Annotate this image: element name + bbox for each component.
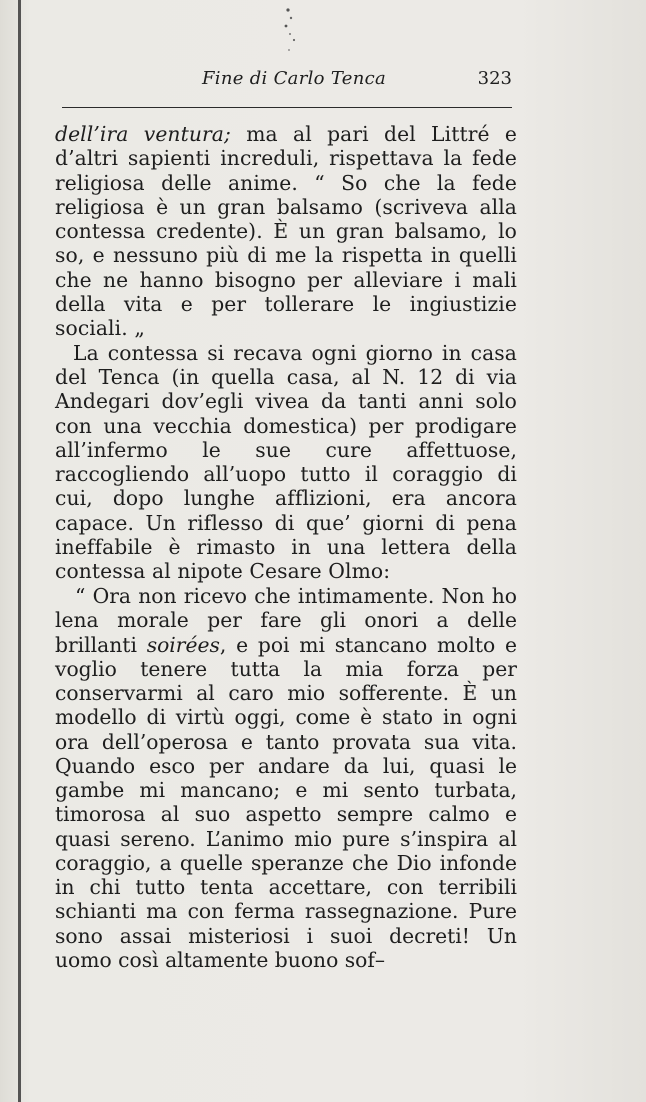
page-header bbox=[62, 68, 512, 98]
page-number: 323 bbox=[477, 68, 512, 89]
body-text bbox=[55, 122, 517, 584]
quote-italic-word: soirées bbox=[146, 632, 220, 657]
header-rule bbox=[62, 107, 512, 108]
quote-paragraph bbox=[55, 584, 517, 972]
page-binding-edge bbox=[18, 0, 21, 1102]
running-title: Fine di Carlo Tenca bbox=[202, 68, 387, 89]
quote-text-start: “ Ora non ricevo che intimamente. Non ho lena morale per fare gli onori a delle brillanti bbox=[55, 584, 517, 657]
paragraph-continued bbox=[55, 122, 517, 341]
letter-quote bbox=[55, 584, 517, 972]
paragraph-2: La contessa si recava ogni giorno in casa del Tenca (in quella casa, al N. 12 di via Andegari dov’egli vivea da tanti anni solo con una vecchia domestica) per prodigare all’infermo le sue cure affettuose, raccogliendo all’uopo tutto il coraggio di cui, dopo lunghe afflizioni, era ancora capace. Un riflesso di que’ giorni di pena ineffabile è rimasto in una lettera della contessa al nipote Cesare Olmo: bbox=[55, 340, 517, 584]
quote-text-end: , e poi mi stancano molto e voglio tenere tutta la mia forza per conservarmi al caro mio sofferente. È un modello di virtù oggi, come è stato in ogni ora dell’operosa e tanto provata sua vita. Quando esco per andare da lui, quasi le gambe mi mancano; e mi sento turbata, timorosa al suo aspetto sempre calmo e quasi sereno. L’animo mio pure s’inspira al coraggio, a quelle speranze che Dio infonde in chi tutto tenta accettare, con terribili schianti ma con ferma rassegnazione. Pure sono assai misteriosi i suoi decreti! Un uomo così altamente buono sof– bbox=[55, 632, 517, 972]
paragraph-1-text: ma al pari del Littré e d’altri sapienti increduli, rispettava la fede religiosa delle anime. “ So che la fede religiosa è un gran balsamo (scriveva alla contessa credente). È un gran balsamo, lo so, e nessuno più di me la rispetta in quelli che ne hanno bisogno per alleviare i mali della vita e per tollerare le ingiustizie sociali. „ bbox=[55, 122, 517, 341]
ink-specks bbox=[270, 0, 310, 60]
italic-lead: dell’ira ventura; bbox=[55, 122, 231, 146]
